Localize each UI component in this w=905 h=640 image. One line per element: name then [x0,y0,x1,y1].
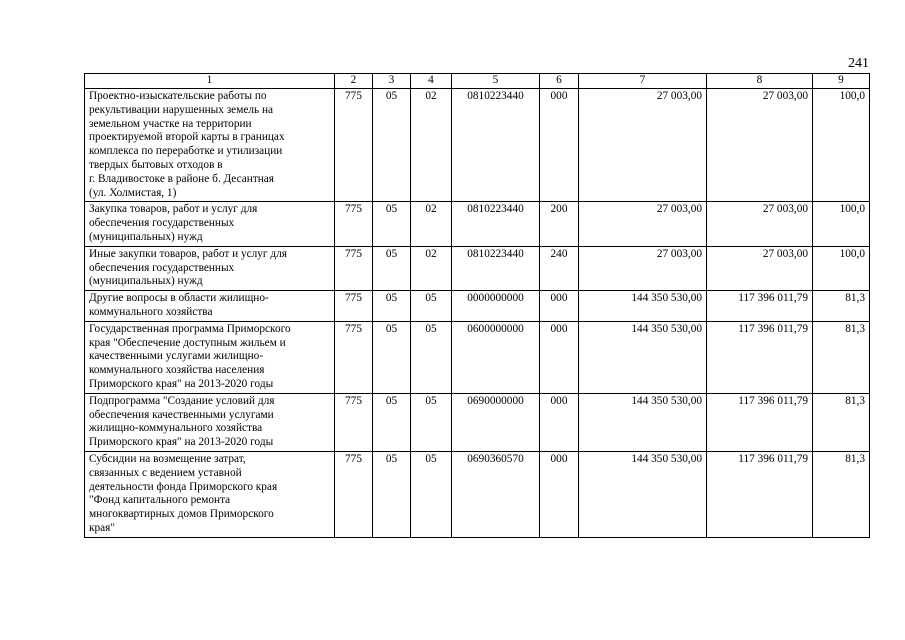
header-cell: 7 [579,74,707,89]
row-percent: 81,3 [813,321,870,393]
row-expense-type: 000 [540,291,579,322]
row-percent: 81,3 [813,393,870,451]
row-percent: 81,3 [813,451,870,537]
row-name [85,393,335,451]
row-name [85,202,335,246]
row-ministry-code: 775 [335,291,373,322]
row-subsection-code: 05 [411,321,452,393]
row-section-code: 05 [373,291,411,322]
row-actual-amount: 27 003,00 [707,246,813,290]
row-expense-type: 200 [540,202,579,246]
row-actual-amount: 117 396 011,79 [707,321,813,393]
row-planned-amount: 27 003,00 [579,246,707,290]
row-actual-amount: 27 003,00 [707,89,813,202]
table-row [85,393,870,451]
table-row [85,246,870,290]
row-planned-amount: 27 003,00 [579,89,707,202]
header-cell: 3 [373,74,411,89]
row-name [85,291,335,322]
row-expense-type: 000 [540,89,579,202]
row-target-article: 0690360570 [452,451,540,537]
row-actual-amount: 27 003,00 [707,202,813,246]
row-actual-amount: 117 396 011,79 [707,451,813,537]
row-target-article: 0690000000 [452,393,540,451]
header-cell: 6 [540,74,579,89]
row-actual-amount: 117 396 011,79 [707,291,813,322]
row-planned-amount: 144 350 530,00 [579,451,707,537]
row-expense-type: 240 [540,246,579,290]
row-expense-type: 000 [540,451,579,537]
row-name-text: Подпрограмма "Создание условий для обеспечения качественными услугами жилищно-коммунального хозяйства Приморского края" на 2013-2020 годы [89,394,275,449]
row-planned-amount: 144 350 530,00 [579,291,707,322]
table-row [85,89,870,202]
row-planned-amount: 144 350 530,00 [579,321,707,393]
table-row [85,291,870,322]
header-cell: 1 [85,74,335,89]
row-ministry-code: 775 [335,321,373,393]
row-name-text: Закупка товаров, работ и услуг для обеспечения государственных (муниципальных) нужд [89,203,258,243]
row-name-text: Другие вопросы в области жилищно- коммунального хозяйства [89,292,269,318]
row-section-code: 05 [373,246,411,290]
row-name [85,89,335,202]
row-section-code: 05 [373,451,411,537]
row-ministry-code: 775 [335,89,373,202]
row-ministry-code: 775 [335,393,373,451]
row-name-text: Государственная программа Приморского края "Обеспечение доступным жильем и качественными услугами жилищно- коммунального хозяйства населения Приморского края" на 2013-2020 годы [89,322,291,390]
row-target-article: 0810223440 [452,202,540,246]
row-planned-amount: 27 003,00 [579,202,707,246]
row-expense-type: 000 [540,393,579,451]
header-cell: 2 [335,74,373,89]
row-name [85,246,335,290]
row-percent: 100,0 [813,89,870,202]
row-percent: 100,0 [813,202,870,246]
header-cell: 5 [452,74,540,89]
row-target-article: 0600000000 [452,321,540,393]
row-section-code: 05 [373,393,411,451]
row-section-code: 05 [373,202,411,246]
header-cell: 4 [411,74,452,89]
row-name-text: Субсидии на возмещение затрат, связанных с ведением уставной деятельности фонда Приморского края "Фонд капитального ремонта многоквартирных домов Приморского края" [89,452,278,534]
row-planned-amount: 144 350 530,00 [579,393,707,451]
table-row [85,202,870,246]
table-row [85,451,870,537]
row-percent: 100,0 [813,246,870,290]
row-target-article: 0810223440 [452,246,540,290]
row-target-article: 0000000000 [452,291,540,322]
row-subsection-code: 05 [411,291,452,322]
row-ministry-code: 775 [335,451,373,537]
row-subsection-code: 05 [411,393,452,451]
row-ministry-code: 775 [335,246,373,290]
row-subsection-code: 02 [411,89,452,202]
page-number: 241 [848,56,869,71]
row-subsection-code: 05 [411,451,452,537]
row-expense-type: 000 [540,321,579,393]
row-actual-amount: 117 396 011,79 [707,393,813,451]
row-ministry-code: 775 [335,202,373,246]
row-percent: 81,3 [813,291,870,322]
header-cell: 8 [707,74,813,89]
row-name-text: Иные закупки товаров, работ и услуг для обеспечения государственных (муниципальных) нужд [89,247,287,288]
row-target-article: 0810223440 [452,89,540,202]
table-row [85,321,870,393]
header-row [85,74,870,89]
row-name-text: Проектно-изыскательские работы по рекультивации нарушенных земель на земельном участке на территории проектируемой второй карты в границах комплекса по переработке и утилизации твердых бытовых отходов в г. Владивостоке в районе б. Десантная (ул. Холмистая, 1) [89,90,285,199]
row-name [85,321,335,393]
row-subsection-code: 02 [411,202,452,246]
budget-table [84,73,870,538]
row-section-code: 05 [373,321,411,393]
row-section-code: 05 [373,89,411,202]
header-cell: 9 [813,74,870,89]
row-subsection-code: 02 [411,246,452,290]
row-name [85,451,335,537]
